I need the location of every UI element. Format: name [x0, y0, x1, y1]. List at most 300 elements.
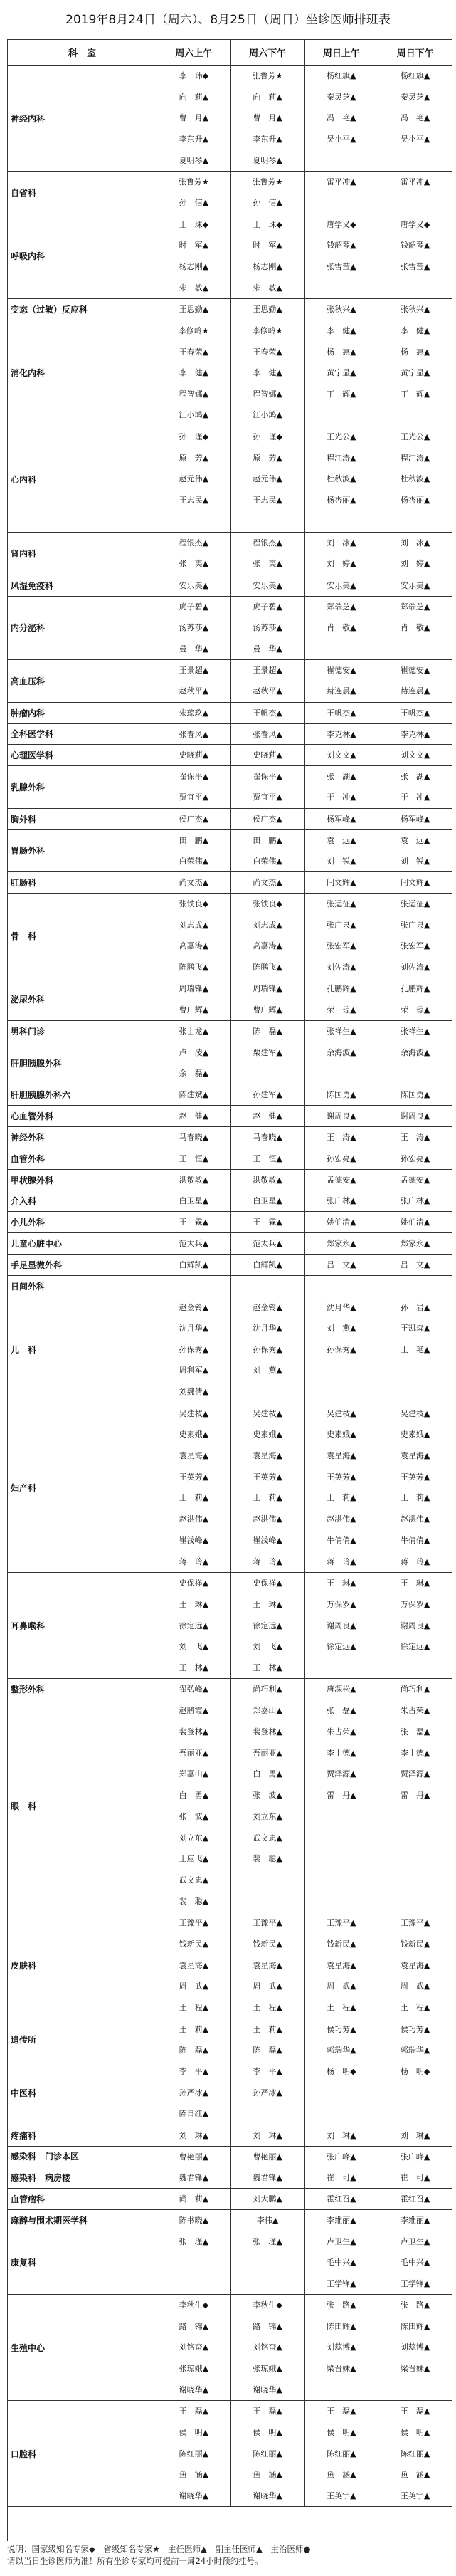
shift-cell [305, 745, 379, 766]
doctor-name: 陈国勇▲ [400, 1090, 430, 1100]
shift-cell [231, 978, 305, 1021]
table-header [8, 40, 452, 66]
doctor-name: 安乐美▲ [400, 580, 430, 590]
doctor-name: 周 武▲ [327, 1981, 356, 1991]
doctor-name: 王 程▲ [400, 2002, 430, 2012]
doctor-name [378, 511, 452, 533]
doctor-name: 高嘉涛▲ [253, 941, 282, 951]
shift-cell [305, 533, 379, 575]
shift-cell [378, 872, 452, 894]
doctor-name: 王英宇▲ [327, 2491, 356, 2501]
doctor-name: 周 武▲ [179, 1981, 209, 1991]
table-row [8, 2061, 452, 2125]
doctor-name: 王光公▲ [400, 432, 430, 441]
doctor-name: 张广林▲ [327, 1196, 356, 1206]
doctor-name: 丁 辉▲ [327, 389, 356, 399]
header-sun-pm: 周日下午 [378, 40, 452, 66]
table-row [8, 1021, 452, 1042]
doctor-name: 刘志成▲ [179, 920, 209, 930]
doctor-name: 毛中兴▲ [327, 2258, 356, 2268]
doctor-name: 徐定远▲ [327, 1642, 356, 1652]
doctor-name [378, 192, 452, 213]
doctor-name: 范太兵▲ [253, 1239, 282, 1249]
doctor-name: 曼 华▲ [179, 644, 209, 654]
doctor-name [305, 1360, 378, 1381]
doctor-name: 孙保秀▲ [253, 1344, 282, 1354]
table-row [8, 1912, 452, 2019]
table-row [8, 1403, 452, 1574]
doctor-name: 白荣伟▲ [179, 856, 209, 866]
doctor-name: 白 勇▲ [179, 1791, 209, 1801]
doctor-name: 侯巧芳▲ [400, 2024, 430, 2034]
shift-cell [305, 1170, 379, 1191]
doctor-name: 王英宇▲ [400, 2491, 430, 2501]
doctor-name: 王 珠◆ [179, 219, 209, 229]
doctor-name [305, 639, 378, 659]
doctor-name: 张琼娥▲ [179, 2364, 209, 2374]
doctor-name: 白 勇▲ [253, 1769, 282, 1779]
doctor-name: 王学锋▲ [327, 2278, 356, 2288]
shift-cell [378, 1021, 452, 1042]
doctor-name [305, 1870, 378, 1891]
shift-cell [231, 2061, 305, 2125]
doctor-name: 李维丽▲ [400, 2215, 430, 2225]
table-row [8, 809, 452, 830]
doctor-name: 杨志刚▲ [179, 261, 209, 271]
table-row [8, 1106, 452, 1127]
dept-name: 心内科 [8, 426, 157, 533]
shift-cell [157, 1297, 231, 1403]
shift-cell [231, 66, 305, 172]
doctor-name: 赵洪伟▲ [253, 1514, 282, 1524]
dept-name: 胸外科 [8, 809, 157, 830]
doctor-name: 侯 明▲ [179, 2427, 209, 2437]
doctor-name [378, 1848, 452, 1870]
shift-cell [378, 1084, 452, 1106]
doctor-name: 杨军峰▲ [400, 814, 430, 824]
doctor-name: 徐定远▲ [253, 1621, 282, 1630]
shift-cell [157, 533, 231, 575]
doctor-name: 翟保平▲ [253, 772, 282, 782]
doctor-name: 张士龙▲ [179, 1026, 209, 1036]
doctor-name: 李士德▲ [400, 1748, 430, 1758]
doctor-name: 曹艳丽▲ [179, 2152, 209, 2162]
doctor-name: 朱占荣▲ [400, 1706, 430, 1716]
doctor-name: 王 莉▲ [253, 2024, 282, 2034]
shift-cell [157, 1190, 231, 1212]
table-row [8, 745, 452, 766]
shift-cell [305, 1127, 379, 1148]
doctor-name: 张 路▲ [400, 2300, 430, 2310]
shift-cell [231, 1042, 305, 1085]
doctor-name [305, 1381, 378, 1403]
doctor-name: 侯广杰▲ [179, 814, 209, 824]
table-row [8, 66, 452, 172]
dept-name: 肝胆胰腺外科 [8, 1042, 157, 1085]
doctor-name: 刘 燕▲ [253, 1366, 282, 1376]
shift-cell [378, 66, 452, 172]
dept-name: 高血压科 [8, 660, 157, 703]
doctor-name [231, 1276, 304, 1297]
shift-cell [378, 2125, 452, 2147]
shift-cell [231, 2019, 305, 2062]
doctor-name: 路 锦▲ [179, 2321, 209, 2331]
doctor-name: 赵金铃▲ [253, 1302, 282, 1312]
doctor-name [305, 192, 378, 213]
dept-name: 耳鼻喉科 [8, 1573, 157, 1679]
dept-name: 肾内科 [8, 533, 157, 575]
doctor-name: 杨 明◆ [400, 2067, 430, 2077]
doctor-name: 李东升▲ [253, 134, 282, 144]
doctor-name: 赵秋平▲ [179, 686, 209, 696]
doctor-name: 张铁良◆ [253, 899, 282, 909]
shift-cell [378, 1042, 452, 1085]
doctor-name: 袁 远▲ [327, 835, 356, 845]
shift-cell [378, 1912, 452, 2019]
shift-cell [157, 2189, 231, 2210]
doctor-name [231, 1870, 304, 1891]
doctor-name: 张 磊▲ [327, 1706, 356, 1716]
shift-cell [231, 1170, 305, 1191]
shift-cell [305, 1276, 379, 1297]
doctor-name: 王景超▲ [253, 666, 282, 676]
shift-cell [378, 1233, 452, 1255]
doctor-name [305, 511, 378, 533]
doctor-name: 史素娥▲ [327, 1430, 356, 1440]
doctor-name: 雷平冲▲ [400, 177, 430, 187]
shift-cell [378, 1679, 452, 1700]
shift-cell [305, 703, 379, 724]
doctor-name: 张广泉▲ [400, 920, 430, 930]
shift-cell [305, 894, 379, 978]
doctor-name: 陈红丽▲ [253, 2449, 282, 2459]
doctor-name: 武文忠▲ [253, 1833, 282, 1843]
doctor-name: 钱新民▲ [253, 1939, 282, 1949]
doctor-name: 张祥生▲ [327, 1026, 356, 1036]
doctor-name: 王 琳▲ [253, 1599, 282, 1609]
doctor-name: 李 玮◆ [179, 71, 209, 80]
shift-cell [378, 172, 452, 214]
shift-cell [157, 1212, 231, 1233]
doctor-name: 王凯森▲ [400, 1324, 430, 1334]
shift-cell [231, 660, 305, 703]
table-row [8, 597, 452, 660]
doctor-name: 孙 岩▲ [400, 1302, 430, 1312]
doctor-name [378, 1063, 452, 1084]
doctor-name [378, 1870, 452, 1891]
doctor-name: 王帆杰▲ [253, 708, 282, 718]
doctor-name: 王 霖▲ [253, 1218, 282, 1227]
table-row [8, 575, 452, 597]
doctor-name: 李 平▲ [179, 2067, 209, 2077]
shift-cell [305, 2125, 379, 2147]
doctor-name: 陈田辉▲ [327, 2321, 356, 2331]
shift-cell [305, 2019, 379, 2062]
doctor-name: 张运征▲ [400, 899, 430, 909]
dept-name: 小儿外科 [8, 1212, 157, 1233]
doctor-name: 李维丽▲ [327, 2215, 356, 2225]
dept-name: 生殖中心 [8, 2295, 157, 2401]
shift-cell [305, 2401, 379, 2507]
dept-name: 肛肠科 [8, 872, 157, 894]
doctor-name: 曹艳丽▲ [253, 2152, 282, 2162]
table-row [8, 1679, 452, 1700]
shift-cell [231, 1573, 305, 1679]
doctor-name: 赵洪伟▲ [400, 1514, 430, 1524]
dept-name: 变态（过敏）反应科 [8, 299, 157, 320]
dept-name: 日间外科 [8, 1276, 157, 1297]
doctor-name: 王 林▲ [179, 1663, 209, 1672]
doctor-name: 时 军▲ [179, 241, 209, 251]
shift-cell [231, 1679, 305, 1700]
table-row [8, 2210, 452, 2231]
shift-cell [378, 575, 452, 597]
shift-cell [157, 1573, 231, 1679]
doctor-name: 张 夷▲ [253, 559, 282, 569]
table-row [8, 426, 452, 533]
doctor-name: 孙保秀▲ [327, 1344, 356, 1354]
doctor-name: 裴登林▲ [253, 1727, 282, 1737]
doctor-name: 霍红召▲ [327, 2194, 356, 2204]
doctor-name: 陈国勇▲ [327, 1090, 356, 1100]
doctor-name: 王英芳▲ [327, 1472, 356, 1482]
doctor-name: 吾丽亚▲ [253, 1748, 282, 1758]
dept-name: 乳腺外科 [8, 766, 157, 809]
dept-name: 遗传所 [8, 2019, 157, 2062]
doctor-name: 张广林▲ [400, 1196, 430, 1206]
shift-cell [157, 703, 231, 724]
shift-cell [231, 533, 305, 575]
doctor-name: 钱新民▲ [400, 1939, 430, 1949]
dept-name: 眼 科 [8, 1700, 157, 1912]
doctor-name: 刘 琳▲ [327, 2130, 356, 2140]
doctor-name: 吴建枝▲ [179, 1408, 209, 1418]
dept-name: 康复科 [8, 2231, 157, 2295]
doctor-name: 闫文辉▲ [400, 878, 430, 888]
doctor-name: 侯广杰▲ [253, 814, 282, 824]
doctor-name: 蒋 玲▲ [400, 1556, 430, 1566]
doctor-name: 余海波▲ [400, 1047, 430, 1057]
shift-cell [157, 1276, 231, 1297]
doctor-name: 余 磊▲ [179, 1069, 209, 1079]
doctor-name [305, 1848, 378, 1870]
table-body [8, 66, 452, 2507]
table-row [8, 2295, 452, 2401]
doctor-name: 路 锦▲ [253, 2321, 282, 2331]
shift-cell [157, 1148, 231, 1170]
shift-cell [378, 1190, 452, 1212]
shift-cell [378, 1148, 452, 1170]
doctor-name: 裴登林▲ [179, 1727, 209, 1737]
doctor-name: 刘 琳▲ [400, 2130, 430, 2140]
doctor-name: 史保祥▲ [253, 1578, 282, 1588]
footer-disclaimer: 请以当日坐诊医师为准！所有坐诊专家均可提前一周24小时预约挂号。 [7, 2556, 263, 2566]
table-row [8, 894, 452, 978]
dept-name: 中医科 [8, 2061, 157, 2125]
doctor-name: 李东升▲ [179, 134, 209, 144]
table-row [8, 1255, 452, 1276]
doctor-name: 张 夷▲ [179, 559, 209, 569]
doctor-name: 崔 可▲ [400, 2173, 430, 2183]
doctor-name [305, 2103, 378, 2124]
doctor-name: 袁星海▲ [400, 1451, 430, 1461]
shift-cell [157, 2210, 231, 2231]
doctor-name [231, 1381, 304, 1403]
doctor-name: 陈 磊▲ [253, 2045, 282, 2055]
doctor-name: 陈红丽▲ [179, 2449, 209, 2459]
dept-name: 口腔科 [8, 2401, 157, 2507]
shift-cell [157, 894, 231, 978]
doctor-name: 李修岭★ [252, 325, 283, 335]
shift-cell [157, 660, 231, 703]
doctor-name: 虎子碧▲ [179, 602, 209, 612]
shift-cell [305, 66, 379, 172]
doctor-name: 贾宜平▲ [253, 792, 282, 802]
table-row [8, 2147, 452, 2168]
doctor-name: 白辉凯▲ [253, 1260, 282, 1269]
doctor-name [378, 150, 452, 172]
doctor-name: 吴建枝▲ [400, 1408, 430, 1418]
doctor-name: 赵秋平▲ [253, 686, 282, 696]
shift-cell [305, 1212, 379, 1233]
doctor-name [305, 2083, 378, 2103]
doctor-name: 赵洪伟▲ [327, 1514, 356, 1524]
doctor-name: 曹 月▲ [179, 113, 209, 123]
doctor-name: 程江涛▲ [400, 453, 430, 463]
doctor-name: 王帆杰▲ [327, 708, 356, 718]
doctor-name: 江小鸿▲ [253, 410, 282, 420]
doctor-name: 陈 磊▲ [179, 2045, 209, 2055]
doctor-name: 卢 凌▲ [179, 1047, 209, 1057]
doctor-name: 蒋 玲▲ [179, 1556, 209, 1566]
doctor-name: 钱韶琴▲ [327, 241, 356, 251]
dept-name: 内分泌科 [8, 597, 157, 660]
footer-note [7, 2543, 452, 2567]
doctor-name: 周瑞锋▲ [179, 984, 209, 994]
dept-name: 心理医学科 [8, 745, 157, 766]
shift-cell [157, 872, 231, 894]
doctor-name: 史素娥▲ [253, 1430, 282, 1440]
doctor-name: 张春风▲ [253, 729, 282, 739]
dept-name: 心血管外科 [8, 1106, 157, 1127]
doctor-name: 向 莉▲ [179, 92, 209, 102]
doctor-name: 杨红旗▲ [400, 71, 430, 80]
doctor-name: 李 健▲ [400, 325, 430, 335]
doctor-name: 张宏军▲ [327, 941, 356, 951]
doctor-name: 程智娜▲ [253, 389, 282, 399]
doctor-name: 李 平▲ [253, 2067, 282, 2077]
doctor-name: 杨军峰▲ [327, 814, 356, 824]
doctor-name [231, 511, 304, 533]
shift-cell [231, 299, 305, 320]
doctor-name: 赵鹏霞▲ [179, 1706, 209, 1716]
doctor-name: 刘魏倩▲ [179, 1387, 209, 1397]
doctor-name: 肖 敬▲ [327, 623, 356, 633]
doctor-name: 秦灵芝▲ [400, 92, 430, 102]
doctor-name: 钱新民▲ [179, 1939, 209, 1949]
doctor-name: 王志民▲ [179, 495, 209, 505]
doctor-name [157, 511, 230, 533]
shift-cell [378, 1276, 452, 1297]
shift-cell [305, 597, 379, 660]
doctor-name: 袁星海▲ [179, 1960, 209, 1970]
doctor-name: 王思勤▲ [179, 305, 209, 315]
doctor-name: 王 莉▲ [179, 2024, 209, 2034]
doctor-name: 马春晓▲ [253, 1133, 282, 1143]
doctor-name: 王春荣▲ [179, 347, 209, 357]
doctor-name: 夏明琴▲ [179, 155, 209, 165]
shift-cell [157, 2401, 231, 2507]
doctor-name: 郑家永▲ [327, 1239, 356, 1249]
doctor-name [378, 2103, 452, 2124]
shift-cell [305, 299, 379, 320]
shift-cell [231, 172, 305, 214]
doctor-name: 李士德▲ [327, 1748, 356, 1758]
doctor-name: 孙 信▲ [253, 198, 282, 208]
table-row [8, 2167, 452, 2189]
doctor-name [305, 1828, 378, 1849]
doctor-name: 郭瑞华▲ [400, 2045, 430, 2055]
shift-cell [231, 724, 305, 745]
doctor-name: 赫连晨▲ [327, 686, 356, 696]
table-row [8, 766, 452, 809]
shift-cell [231, 1912, 305, 2019]
shift-cell [305, 724, 379, 745]
doctor-name: 向 莉▲ [253, 92, 282, 102]
shift-cell [305, 1190, 379, 1212]
doctor-name: 孙建军▲ [253, 1090, 282, 1100]
dept-name: 骨 科 [8, 894, 157, 978]
doctor-name: 赵元伟▲ [179, 474, 209, 484]
shift-cell [305, 1084, 379, 1106]
doctor-name [378, 1891, 452, 1912]
doctor-name: 孟德安▲ [400, 1175, 430, 1185]
doctor-name: 刘文文▲ [400, 750, 430, 760]
doctor-name: 裴 聪▲ [179, 1896, 209, 1906]
shift-cell [378, 2061, 452, 2125]
shift-cell [378, 2231, 452, 2295]
doctor-name: 王 珠◆ [253, 219, 282, 229]
shift-cell [157, 1042, 231, 1085]
doctor-name: 王 恒▲ [253, 1153, 282, 1163]
shift-cell [231, 2147, 305, 2168]
doctor-name: 吾丽亚▲ [179, 1748, 209, 1758]
doctor-name: 马春晓▲ [179, 1133, 209, 1143]
shift-cell [305, 320, 379, 426]
table-row [8, 1276, 452, 1297]
doctor-name: 安乐美▲ [179, 580, 209, 590]
doctor-name: 余海波▲ [327, 1047, 356, 1057]
doctor-name: 徐定远▲ [179, 1621, 209, 1630]
shift-cell [231, 1084, 305, 1106]
shift-cell [305, 214, 379, 299]
dept-name: 血管外科 [8, 1148, 157, 1170]
doctor-name: 蒋 玲▲ [253, 1556, 282, 1566]
dept-name: 消化内科 [8, 320, 157, 426]
doctor-name: 李克林▲ [327, 729, 356, 739]
doctor-name: 冯 艳▲ [400, 113, 430, 123]
doctor-name: 刘蕊博▲ [327, 2342, 356, 2352]
doctor-name: 张秋兴▲ [400, 305, 430, 315]
shift-cell [157, 2019, 231, 2062]
shift-cell [231, 2189, 305, 2210]
shift-cell [157, 1127, 231, 1148]
shift-cell [305, 1042, 379, 1085]
doctor-name: 万保罗▲ [400, 1599, 430, 1609]
doctor-name: 孙 瑾◆ [179, 432, 209, 441]
doctor-name: 沈月华▲ [179, 1324, 209, 1334]
doctor-name: 郑瑞芝▲ [400, 602, 430, 612]
